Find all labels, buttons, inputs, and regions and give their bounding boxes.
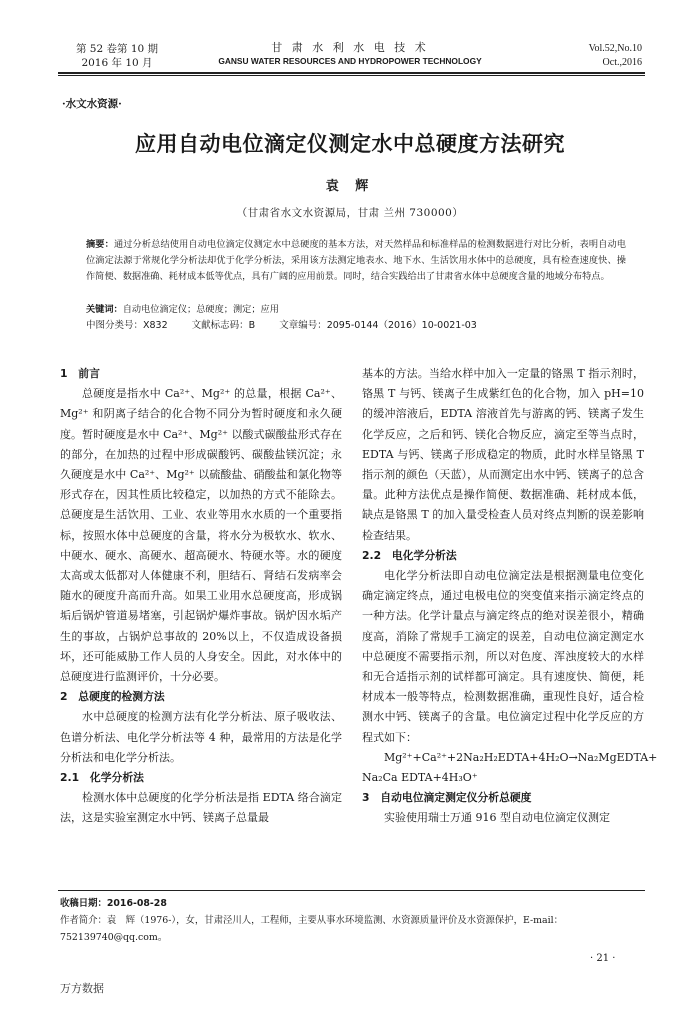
equation-line-1: Mg²⁺+Ca²⁺+2Na₂H₂EDTA+4H₂O→Na₂MgEDTA+ bbox=[384, 750, 658, 764]
heading-chemical: 2.1 化学分析法 bbox=[60, 771, 144, 785]
paragraph-analysis: 实验使用瑞士万通 916 型自动电位滴定仪测定 bbox=[384, 811, 610, 825]
paper-title: 应用自动电位滴定仪测定水中总硬度方法研究 bbox=[135, 132, 565, 156]
header-rule-thin bbox=[58, 75, 645, 76]
doc-code: 文献标志码：B bbox=[191, 320, 256, 331]
received-date: 收稿日期：2016-08-28 bbox=[60, 898, 167, 909]
keywords-label: 关键词： bbox=[86, 304, 123, 315]
clc-number: 中图分类号：X832 bbox=[86, 320, 168, 331]
keywords-text: 自动电位滴定仪；总硬度；测定；应用 bbox=[122, 304, 279, 315]
journal-volume-en bbox=[552, 42, 642, 70]
heading-intro: 1 前言 bbox=[60, 367, 100, 380]
publish-date: 2016 年 10 月 bbox=[81, 57, 153, 69]
volume-issue: 第 52 卷第 10 期 bbox=[75, 43, 159, 55]
affiliation: （甘肃省水文水资源局，甘肃 兰州 730000） bbox=[236, 207, 464, 219]
equation-line-2: Na₂Ca EDTA+4H₃O⁺ bbox=[362, 771, 478, 785]
heading-analysis: 3 自动电位滴定测定仪分析总硬度 bbox=[362, 791, 532, 805]
author: 袁 辉 bbox=[325, 179, 375, 194]
abstract bbox=[86, 237, 626, 286]
heading-electrochemical: 2.2 电化学分析法 bbox=[362, 548, 457, 562]
publish-date-en: Oct.,2016 bbox=[602, 57, 642, 68]
section-label: ·水文水资源· bbox=[62, 98, 122, 110]
journal-name-en: GANSU WATER RESOURCES AND HYDROPOWER TECHNOLOGY bbox=[218, 56, 482, 66]
abstract-text: 通过分析总结使用自动电位滴定仪测定水中总硬度的基本方法，对天然样品和标准样品的检测数据进行对比分析，表明自动电位滴定法源于常规化学分析法却优于化学分析法，采用该方法测定地表水、地下水、生活饮用水体中的总硬度，具有检查速度快、操作简便、数据准确、耗材成本低等优点，具有广阔的应用前景。同时，结合实践给出了甘肃省水体中总硬度含量的地域分布特点。 bbox=[86, 239, 626, 283]
left-column bbox=[60, 364, 342, 828]
heading-methods: 2 总硬度的检测方法 bbox=[60, 690, 165, 704]
paragraph-methods: 水中总硬度的检测方法有化学分析法、原子吸收法、色谱分析法、电化学分析法等 4 种，最常用的方法是化学分析法和电化学分析法。 bbox=[60, 710, 342, 764]
paragraph-electrochemical: 电化学分析法即自动电位滴定法是根据测量电位变化确定滴定终点，通过电极电位的突变值来指示滴定终点的一种方法。化学计量点与滴定终点的绝对误差很小，精确度高，消除了常规手工滴定的误差，自动电位滴定测定水中总硬度不需要指示剂，所以对色度、浑浊度较大的水样和无合适指示剂的试样都可滴定。具有速度快、简便，耗材成本一般等特点，检测数据准确，重现性良好，适合检测水中钙、镁离子的含量。电位滴定过程中化学反应的方程式如下： bbox=[362, 569, 644, 744]
footnote bbox=[60, 895, 650, 946]
abstract-label: 摘要： bbox=[86, 239, 114, 250]
header-rule bbox=[58, 72, 645, 74]
article-number: 文章编号：2095-0144（2016）10-0021-03 bbox=[279, 320, 477, 331]
journal-name bbox=[190, 40, 510, 68]
classification bbox=[86, 318, 626, 333]
paragraph-intro: 总硬度是指水中 Ca²⁺、Mg²⁺ 的总量，根据 Ca²⁺、Mg²⁺ 和阴离子结合的化合物不同分为暂时硬度和永久硬度。暂时硬度是水中 Ca²⁺、Mg²⁺ 以酸式碳酸盐形式存在的部分，在加热的过程中形成碳酸钙、碳酸盐镁沉淀；永久硬度是水中 Ca²⁺、Mg²⁺ 以硫酸盐、硝酸盐和氯化物等形式存在，因其性质比较稳定，以加热的方式不能除去。总硬度是生活饮用、工业、农业等用水水质的一个重要指标，按照水体中总硬度的含量，将水分为极软水、软水、中硬水、硬水、高硬水、超高硬水、特硬水等。水的硬度太高或太低都对人体健康不利，胆结石、肾结石发病率会随水的硬度升高而升高。如果工业用水总硬度高，形成锅垢后锅炉管道易堵塞，引起锅炉爆炸事故。锅炉因水垢产生的事故，占锅炉总事故的 20%以上，不仅造成设备损坏，还可能威胁工作人员的人身安全。因此，对水体中的总硬度进行监测评价，十分必要。 bbox=[60, 387, 342, 684]
right-column bbox=[362, 364, 658, 829]
keywords bbox=[86, 302, 626, 317]
volume-issue-en: Vol.52,No.10 bbox=[588, 43, 642, 54]
journal-volume bbox=[74, 42, 160, 70]
source-watermark: 万方数据 bbox=[60, 982, 104, 995]
footnote-rule bbox=[58, 890, 645, 891]
journal-name-cn: 甘 肃 水 利 水 电 技 术 bbox=[271, 41, 429, 54]
paragraph-chemical: 检测水体中总硬度的化学分析法是指 EDTA 络合滴定法，这是实验室测定水中钙、镁离子总量最 bbox=[60, 791, 342, 825]
page-number: · 21 · bbox=[590, 953, 616, 964]
author-bio: 作者简介：袁 辉（1976-），女，甘肃泾川人，工程师，主要从事水环境监测、水资源质量评价及水资源保护，E-mail：752139740@qq.com。 bbox=[60, 915, 563, 943]
paragraph-chemical-cont: 基本的方法。当给水样中加入一定量的铬黑 T 指示剂时，铬黑 T 与钙、镁离子生成紫红色的化合物，加入 pH=10 的缓冲溶液后，EDTA 溶液首先与游离的钙、镁离子发生化学反应，之后和钙、镁化合物反应，滴定至等当点时，EDTA 与钙、镁离子形成稳定的物质，此时水样呈铬黑 T 指示剂的颜色（天蓝），从而测定出水中钙、镁离子的总含量。此种方法优点是操作简便、数据准确、耗材成本低，缺点是铬黑 T 的加入量受检查人员对终点判断的误差影响检查结果。 bbox=[362, 367, 644, 542]
